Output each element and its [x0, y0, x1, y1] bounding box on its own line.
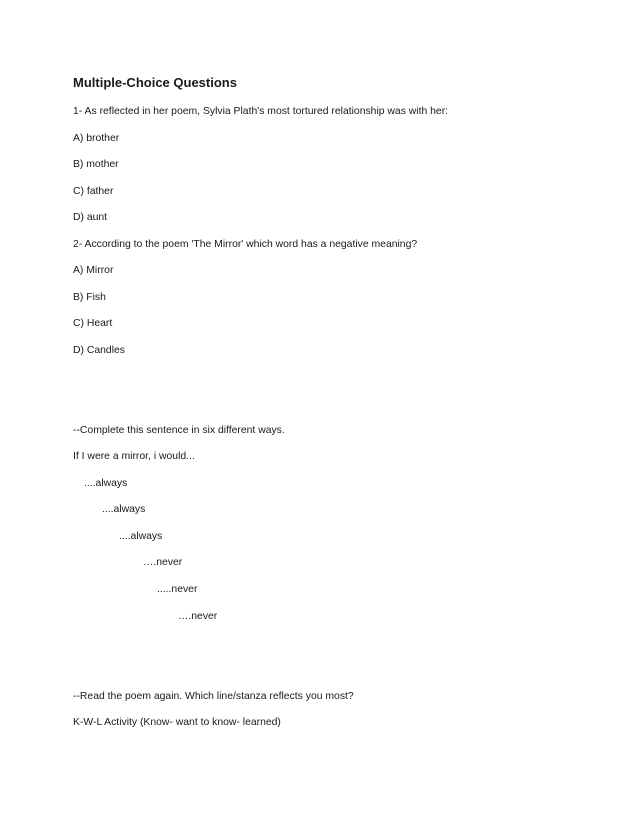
completion-line: ….never — [143, 557, 183, 568]
question-1-option-a: A) brother — [73, 133, 120, 144]
activity-instruction: --Complete this sentence in six different ways. — [73, 425, 285, 436]
question-2-option-b: B) Fish — [73, 292, 106, 303]
question-1-prompt: 1- As reflected in her poem, Sylvia Plath's most tortured relationship was with her: — [73, 106, 449, 117]
activity-stem: If I were a mirror, i would... — [73, 451, 195, 462]
completion-line: ....always — [102, 504, 146, 515]
page-title: Multiple-Choice Questions — [73, 75, 237, 90]
question-2-option-d: D) Candles — [73, 345, 125, 356]
question-2-option-c: C) Heart — [73, 318, 113, 329]
completion-line: ….never — [178, 611, 218, 622]
question-1-option-d: D) aunt — [73, 212, 108, 223]
question-1-option-c: C) father — [73, 186, 114, 197]
kwl-activity: K-W-L Activity (Know- want to know- learned) — [73, 717, 281, 728]
completion-line: ....always — [119, 531, 163, 542]
question-2-prompt: 2- According to the poem 'The Mirror' which word has a negative meaning? — [73, 239, 418, 250]
reread-instruction: --Read the poem again. Which line/stanza reflects you most? — [73, 691, 354, 702]
question-1-option-b: B) mother — [73, 159, 119, 170]
question-2-option-a: A) Mirror — [73, 265, 114, 276]
completion-line: ....always — [84, 478, 128, 489]
completion-line: .....never — [157, 584, 198, 595]
